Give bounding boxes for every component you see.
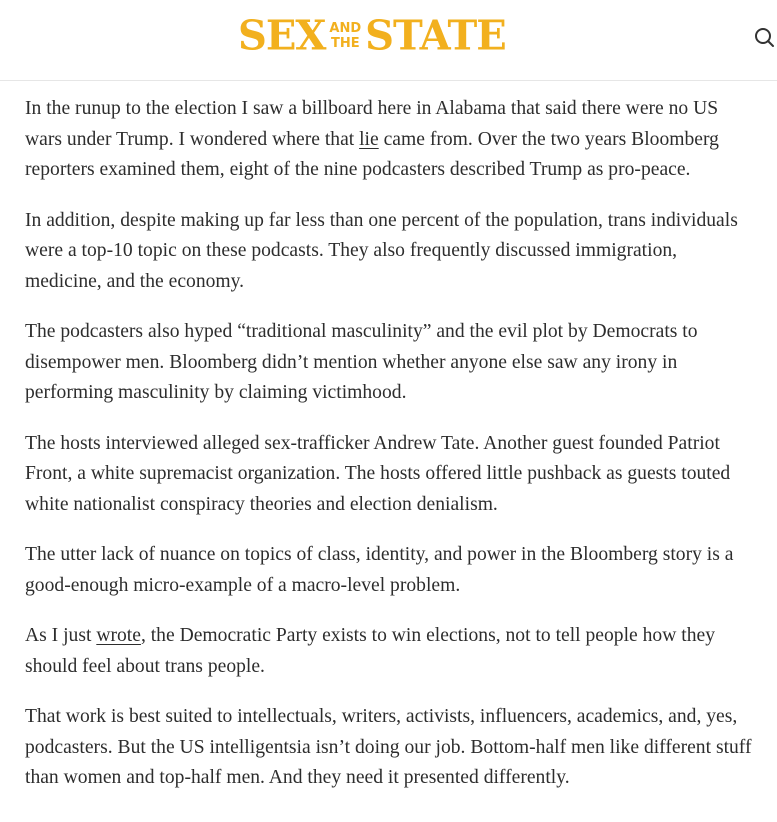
logo-the: THE [330, 36, 360, 51]
lie-link[interactable]: lie [359, 128, 379, 150]
wrote-link[interactable]: wrote [96, 625, 141, 646]
logo-and: AND [329, 21, 362, 36]
paragraph-democratic-party-text-before: As I just [25, 625, 97, 646]
logo-and-the [329, 21, 361, 51]
site-header [0, 0, 777, 81]
paragraph-masculinity: The podcasters also hyped “traditional masculinity” and the evil plot by Democrats to disempower men. Bloomberg didn’t mention whether anyone else saw any irony in performing masculinity by claiming victimhood. [25, 321, 698, 403]
paragraph-democratic-party [25, 621, 755, 682]
paragraph-nuance: The utter lack of nuance on topics of class, identity, and power in the Bloomberg story is a good-enough micro-example of a macro-level problem. [25, 544, 734, 596]
paragraph-democratic-party-text-after: , the Democratic Party exists to win elections, not to tell people how they should feel about trans people. [25, 625, 716, 677]
paragraph-billboard [25, 94, 755, 186]
paragraph-trans-topic: In addition, despite making up far less than one percent of the population, trans individuals were a top-10 topic on these podcasts. They also frequently discussed immigration, medicine, and the economy. [25, 209, 738, 292]
search-button[interactable] [752, 24, 776, 50]
paragraph-hosts: The hosts interviewed alleged sex-trafficker Andrew Tate. Another guest founded Patriot Front, a white supremacist organization. The hosts offered little pushback as guests touted white nationalist conspiracy theories and election denialism. [25, 432, 731, 515]
logo-word-state: STATE [365, 11, 506, 60]
search-icon [752, 24, 776, 50]
paragraph-intelligentsia: That work is best suited to intellectuals, writers, activists, influencers, academics, and, yes, podcasters. But the US intelligentsia isn’t doing our job. Bottom-half men like different stuff than women and top-half men. And they need it presented differently. [25, 706, 752, 788]
logo-word-sex: SEX [238, 11, 326, 60]
paragraph-billboard-text-after: came from. Over the two years Bloomberg reporters examined them, eight of the nine podcasters described Trump as pro-peace. [25, 128, 719, 180]
site-logo[interactable] [238, 11, 540, 60]
article-body [25, 94, 755, 814]
paragraph-billboard-text-before: In the runup to the election I saw a billboard here in Alabama that said there were no US wars under Trump. I wondered where that [25, 98, 719, 150]
